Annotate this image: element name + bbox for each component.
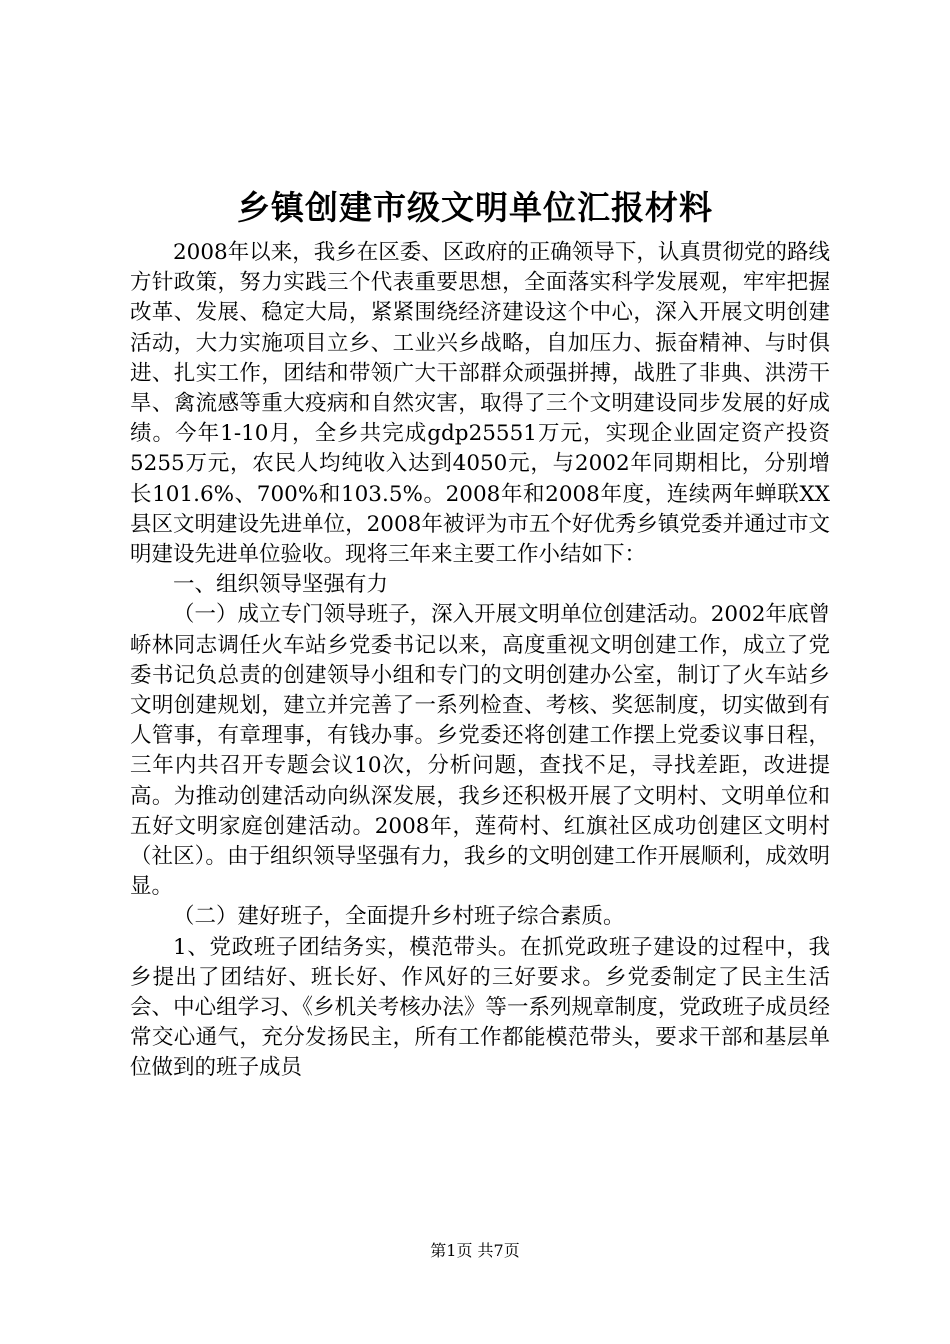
- paragraph-item-1: 1、党政班子团结务实，模范带头。在抓党政班子建设的过程中，我乡提出了团结好、班长好、作风好的三好要求。乡党委制定了民主生活会、中心组学习、《乡机关考核办法》等一系列规章制度，党政班子成员经常交心通气，充分发扬民主，所有工作都能模范带头，要求干部和基层单位做到的班子成员: [130, 934, 830, 1081]
- document-title: 乡镇创建市级文明单位汇报材料: [237, 188, 713, 227]
- paragraph-section-1-1: （一）成立专门领导班子，深入开展文明单位创建活动。2002年底曾峤林同志调任火车站乡党委书记以来，高度重视文明创建工作，成立了党委书记负总责的创建领导小组和专门的文明创建办公室，制订了火车站乡文明创建规划，建立并完善了一系列检查、考核、奖惩制度，切实做到有人管事，有章理事，有钱办事。乡党委还将创建工作摆上党委议事日程，三年内共召开专题会议10次，分析问题，查找不足，寻找差距，改进提高。为推动创建活动向纵深发展，我乡还积极开展了文明村、文明单位和五好文明家庭创建活动。2008年，莲荷村、红旗社区成功创建区文明村（社区）。由于组织领导坚强有力，我乡的文明创建工作开展顺利，成效明显。: [130, 602, 830, 900]
- paragraph-intro: 2008年以来，我乡在区委、区政府的正确领导下，认真贯彻党的路线方针政策，努力实践三个代表重要思想，全面落实科学发展观，牢牢把握改革、发展、稳定大局，紧紧围绕经济建设这个中心，深入开展文明创建活动，大力实施项目立乡、工业兴乡战略，自加压力、振奋精神、与时俱进、扎实工作，团结和带领广大干部群众顽强拼搏，战胜了非典、洪涝干旱、禽流感等重大疫病和自然灾害，取得了三个文明建设同步发展的好成绩。今年1-10月，全乡共完成gdp25551万元，实现企业固定资产投资5255万元，农民人均纯收入达到4050元，与2002年同期相比，分别增长101.6%、700%和103.5%。2008年和2008年度，连续两年蝉联XX县区文明建设先进单位，2008年被评为市五个好优秀乡镇党委并通过市文明建设先进单位验收。现将三年来主要工作小结如下：: [130, 240, 830, 568]
- document-body: [130, 238, 830, 1084]
- subsection-heading-2: （二）建好班子，全面提升乡村班子综合素质。: [173, 904, 625, 930]
- section-heading-1: 一、组织领导坚强有力: [173, 572, 389, 598]
- page-number-footer: 第1页 共7页: [430, 1241, 520, 1260]
